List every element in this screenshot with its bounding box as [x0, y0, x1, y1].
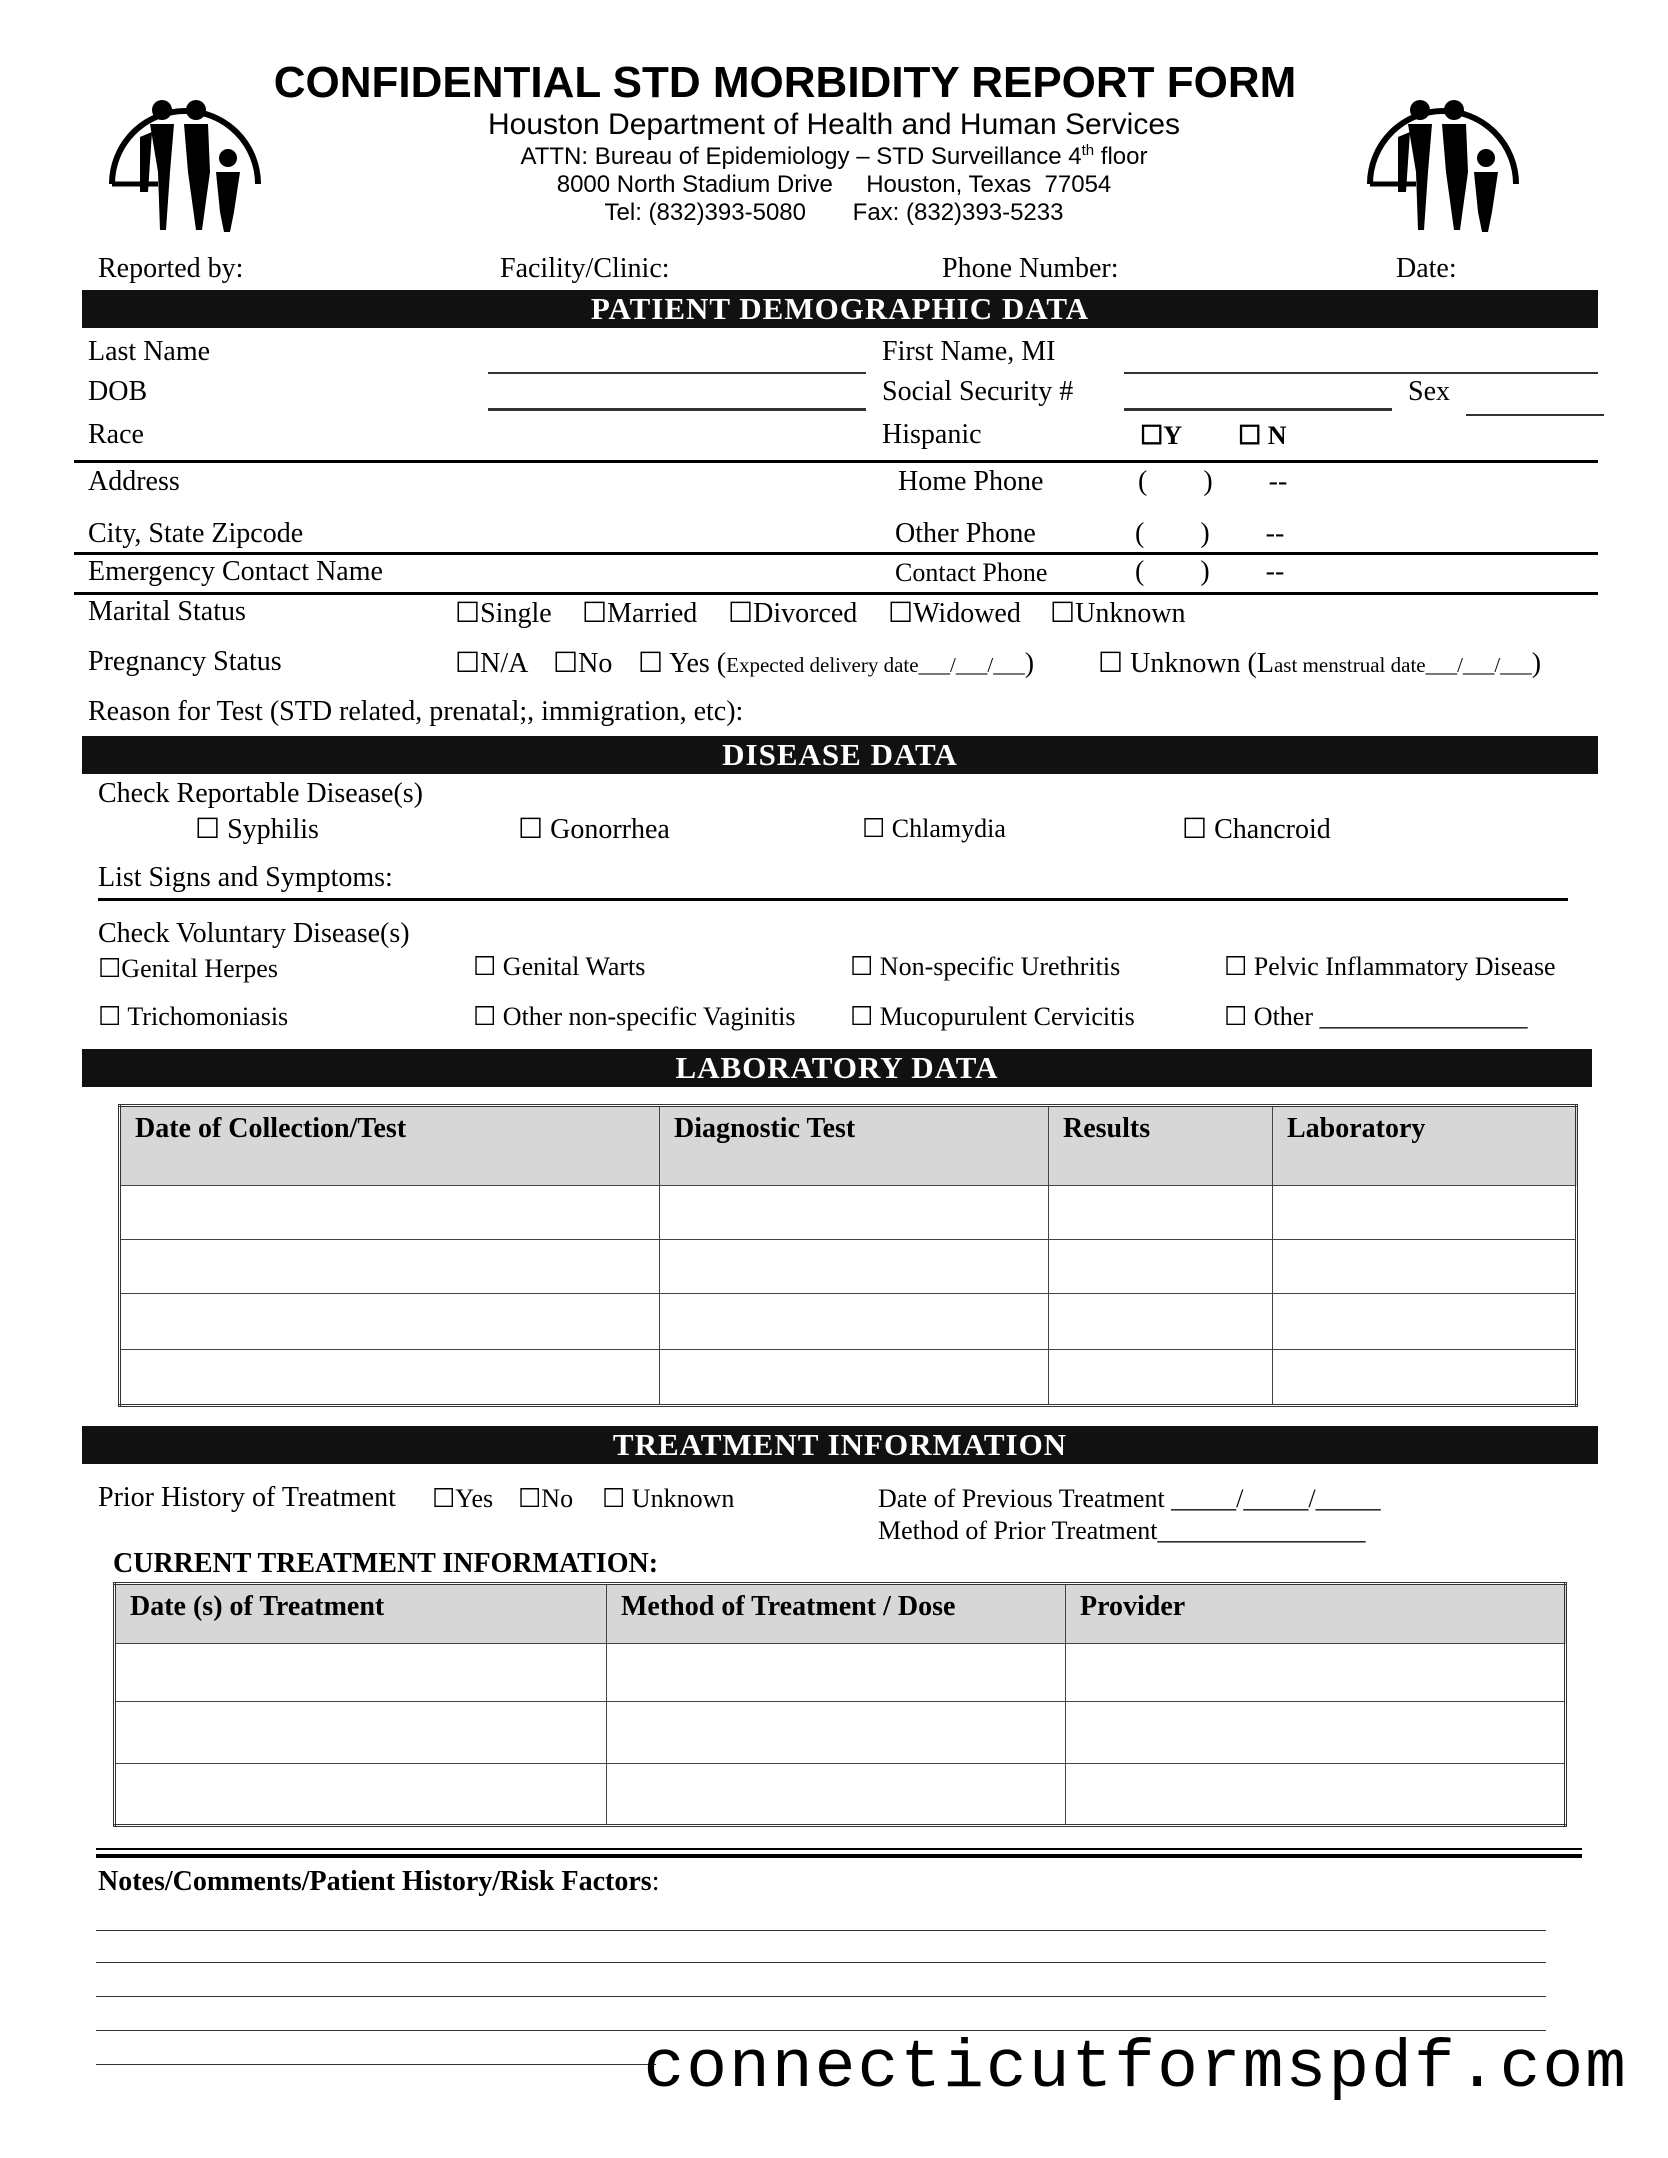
pregnancy-yes-group[interactable]: [638, 646, 1034, 680]
table-cell[interactable]: [607, 1764, 1066, 1826]
section-treatment-header: [82, 1426, 1598, 1464]
prior-treatment-method-field[interactable]: Method of Prior Treatment________________: [878, 1516, 1366, 1545]
table-cell[interactable]: [1066, 1702, 1566, 1764]
laboratory-table: [118, 1104, 1578, 1407]
demographic-heading-text: PATIENT DEMOGRAPHIC DATA: [590, 291, 1090, 326]
table-cell[interactable]: [607, 1702, 1066, 1764]
table-row[interactable]: [120, 1240, 1577, 1294]
table-cell[interactable]: [1273, 1294, 1577, 1350]
table-cell[interactable]: [607, 1644, 1066, 1702]
notes-label-text: Notes/Comments/Patient History/Risk Factors: [98, 1866, 652, 1897]
reason-for-test-label: Reason for Test (STD related, prenatal;, immigration, etc):: [88, 696, 744, 727]
table-row[interactable]: [115, 1644, 1566, 1702]
notes-label: [98, 1866, 659, 1898]
other-phone-label: Other Phone: [895, 518, 1036, 549]
previous-treatment-date-field[interactable]: Date of Previous Treatment _____/_____/_____: [878, 1484, 1381, 1513]
notes-line-5[interactable]: [96, 2064, 656, 2065]
hispanic-no-checkbox[interactable]: ☐ N: [1238, 421, 1287, 450]
table-cell[interactable]: [120, 1240, 660, 1294]
marital-married-checkbox[interactable]: ☐Married: [582, 598, 698, 629]
chancroid-checkbox[interactable]: ☐ Chancroid: [1182, 814, 1331, 845]
mucopurulent-cervicitis-checkbox[interactable]: ☐ Mucopurulent Cervicitis: [850, 1002, 1135, 1031]
table-cell[interactable]: [660, 1240, 1049, 1294]
pregnancy-unknown-checkbox[interactable]: ☐ Unknown (L: [1098, 648, 1274, 679]
pregnancy-unknown-group[interactable]: [1098, 646, 1541, 680]
lab-col-date: Date of Collection/Test: [120, 1106, 660, 1186]
pregnancy-yes-close: ): [1024, 648, 1035, 679]
table-cell[interactable]: [1049, 1186, 1273, 1240]
home-phone-label: Home Phone: [898, 466, 1044, 497]
table-row[interactable]: [115, 1764, 1566, 1826]
nonspecific-urethritis-checkbox[interactable]: ☐ Non-specific Urethritis: [850, 952, 1121, 981]
notes-line-1[interactable]: [96, 1930, 1546, 1931]
signs-symptoms-label: List Signs and Symptoms:: [98, 862, 393, 893]
treat-col-date: Date (s) of Treatment: [115, 1584, 607, 1644]
lab-col-laboratory: Laboratory: [1273, 1106, 1577, 1186]
dob-field[interactable]: [488, 408, 866, 411]
table-cell[interactable]: [1066, 1644, 1566, 1702]
sex-field[interactable]: [1466, 414, 1604, 416]
table-row[interactable]: [115, 1702, 1566, 1764]
reportable-disease-label: Check Reportable Disease(s): [98, 778, 423, 809]
pregnancy-unknown-close: ): [1531, 648, 1542, 679]
laboratory-heading-text: LABORATORY DATA: [675, 1050, 999, 1085]
treat-col-provider: Provider: [1066, 1584, 1566, 1644]
attn-suffix: floor: [1094, 143, 1148, 170]
phone-number-label: Phone Number:: [942, 253, 1119, 284]
lab-col-results: Results: [1049, 1106, 1273, 1186]
table-cell[interactable]: [660, 1350, 1049, 1406]
disease-heading-text: DISEASE DATA: [722, 737, 958, 772]
table-cell[interactable]: [1049, 1350, 1273, 1406]
watermark-text: connecticutformspdf.com: [643, 2030, 1628, 2107]
last-name-label: Last Name: [88, 336, 211, 367]
city-state-zip-label: City, State Zipcode: [88, 518, 304, 549]
table-cell[interactable]: [1273, 1350, 1577, 1406]
table-cell[interactable]: [115, 1644, 607, 1702]
lab-col-diagnostic: Diagnostic Test: [660, 1106, 1049, 1186]
notes-line-3[interactable]: [96, 1996, 1546, 1997]
trichomoniasis-checkbox[interactable]: ☐ Trichomoniasis: [98, 1002, 289, 1031]
home-phone-field[interactable]: ( ) --: [1138, 466, 1288, 497]
marital-widowed-checkbox[interactable]: ☐Widowed: [888, 598, 1021, 629]
contact-phone-field[interactable]: ( ) --: [1135, 556, 1285, 587]
expected-delivery-date-field[interactable]: Expected delivery date___/___/___: [726, 653, 1025, 677]
notes-divider-double-top: [96, 1848, 1582, 1850]
form-title: CONFIDENTIAL STD MORBIDITY REPORT FORM: [273, 58, 1297, 107]
marital-status-label: Marital Status: [88, 596, 246, 627]
date-label: Date:: [1396, 253, 1457, 284]
current-treatment-heading: CURRENT TREATMENT INFORMATION:: [113, 1548, 659, 1579]
table-row[interactable]: [120, 1186, 1577, 1240]
signs-symptoms-field[interactable]: [98, 898, 1568, 901]
marital-unknown-checkbox[interactable]: ☐Unknown: [1050, 598, 1186, 629]
notes-label-colon: :: [651, 1866, 660, 1897]
section-demographic-header: [82, 290, 1598, 328]
address-line: 8000 North Stadium Drive Houston, Texas 77054: [556, 171, 1112, 198]
divider-marital-top: [74, 592, 1598, 595]
department-name: Houston Department of Health and Human Services: [487, 108, 1181, 141]
pregnancy-na-checkbox[interactable]: ☐N/A: [455, 648, 529, 679]
table-cell[interactable]: [115, 1764, 607, 1826]
notes-divider-double-bottom: [96, 1854, 1582, 1858]
table-cell[interactable]: [1273, 1186, 1577, 1240]
hispanic-label: Hispanic: [882, 419, 982, 450]
syphilis-checkbox[interactable]: ☐ Syphilis: [195, 814, 319, 845]
pelvic-inflammatory-checkbox[interactable]: ☐ Pelvic Inflammatory Disease: [1224, 952, 1556, 981]
table-cell[interactable]: [1049, 1294, 1273, 1350]
first-name-label: First Name, MI: [882, 336, 1056, 367]
table-cell[interactable]: [120, 1294, 660, 1350]
other-phone-field[interactable]: ( ) --: [1135, 518, 1285, 549]
sex-label: Sex: [1408, 376, 1450, 407]
other-vaginitis-checkbox[interactable]: ☐ Other non-specific Vaginitis: [473, 1002, 796, 1031]
first-name-field[interactable]: [1124, 372, 1598, 374]
treatment-header-row: [115, 1584, 1566, 1644]
table-row[interactable]: [120, 1294, 1577, 1350]
pregnancy-status-label: Pregnancy Status: [88, 646, 282, 677]
marital-single-checkbox[interactable]: ☐Single: [455, 598, 552, 629]
treatment-table: [113, 1582, 1567, 1827]
hispanic-yes-checkbox[interactable]: ☐Y: [1140, 421, 1183, 450]
contact-line: Tel: (832)393-5080 Fax: (832)393-5233: [604, 199, 1064, 226]
prior-yes-checkbox[interactable]: ☐Yes: [432, 1484, 494, 1513]
last-menstrual-date-field[interactable]: ast menstrual date___/___/___: [1273, 653, 1532, 677]
attn-superscript: th: [1081, 142, 1095, 159]
laboratory-header-row: [120, 1106, 1577, 1186]
section-disease-header: [82, 736, 1598, 774]
section-laboratory-header: [82, 1049, 1592, 1087]
prior-unknown-checkbox[interactable]: ☐ Unknown: [602, 1484, 735, 1513]
table-cell[interactable]: [660, 1186, 1049, 1240]
prior-no-checkbox[interactable]: ☐No: [518, 1484, 574, 1513]
ssn-label: Social Security #: [882, 376, 1074, 407]
prior-history-label: Prior History of Treatment: [98, 1482, 396, 1513]
address-label: Address: [88, 466, 180, 497]
voluntary-disease-label: Check Voluntary Disease(s): [98, 918, 410, 949]
table-cell[interactable]: [120, 1350, 660, 1406]
pregnancy-yes-checkbox[interactable]: ☐ Yes (: [638, 648, 727, 679]
table-cell[interactable]: [660, 1294, 1049, 1350]
emergency-contact-label: Emergency Contact Name: [88, 556, 383, 587]
other-disease-checkbox[interactable]: ☐ Other ________________: [1224, 1002, 1528, 1031]
marital-divorced-checkbox[interactable]: ☐Divorced: [728, 598, 858, 629]
pregnancy-no-checkbox[interactable]: ☐No: [553, 648, 613, 679]
table-cell[interactable]: [1066, 1764, 1566, 1826]
chlamydia-checkbox[interactable]: ☐ Chlamydia: [862, 814, 1006, 843]
table-cell[interactable]: [120, 1186, 660, 1240]
divider-address-top: [74, 460, 1598, 463]
table-row[interactable]: [120, 1350, 1577, 1406]
dob-label: DOB: [88, 376, 148, 407]
table-cell[interactable]: [115, 1702, 607, 1764]
reported-by-label: Reported by:: [98, 253, 244, 284]
contact-phone-label: Contact Phone: [895, 558, 1048, 587]
facility-label: Facility/Clinic:: [500, 253, 670, 284]
attn-line: [0, 142, 1668, 171]
table-cell[interactable]: [1273, 1240, 1577, 1294]
treatment-heading-text: TREATMENT INFORMATION: [612, 1427, 1068, 1462]
notes-line-2[interactable]: [96, 1962, 1546, 1963]
genital-herpes-checkbox[interactable]: ☐Genital Herpes: [98, 954, 278, 983]
last-name-field[interactable]: [488, 372, 866, 374]
attn-text: ATTN: Bureau of Epidemiology – STD Surveillance 4: [520, 143, 1082, 170]
gonorrhea-checkbox[interactable]: ☐ Gonorrhea: [518, 814, 670, 845]
race-label: Race: [88, 419, 144, 450]
table-cell[interactable]: [1049, 1240, 1273, 1294]
divider-emergency-top: [74, 552, 1598, 555]
ssn-field[interactable]: [1124, 408, 1392, 411]
treat-col-method: Method of Treatment / Dose: [607, 1584, 1066, 1644]
genital-warts-checkbox[interactable]: ☐ Genital Warts: [473, 952, 646, 981]
